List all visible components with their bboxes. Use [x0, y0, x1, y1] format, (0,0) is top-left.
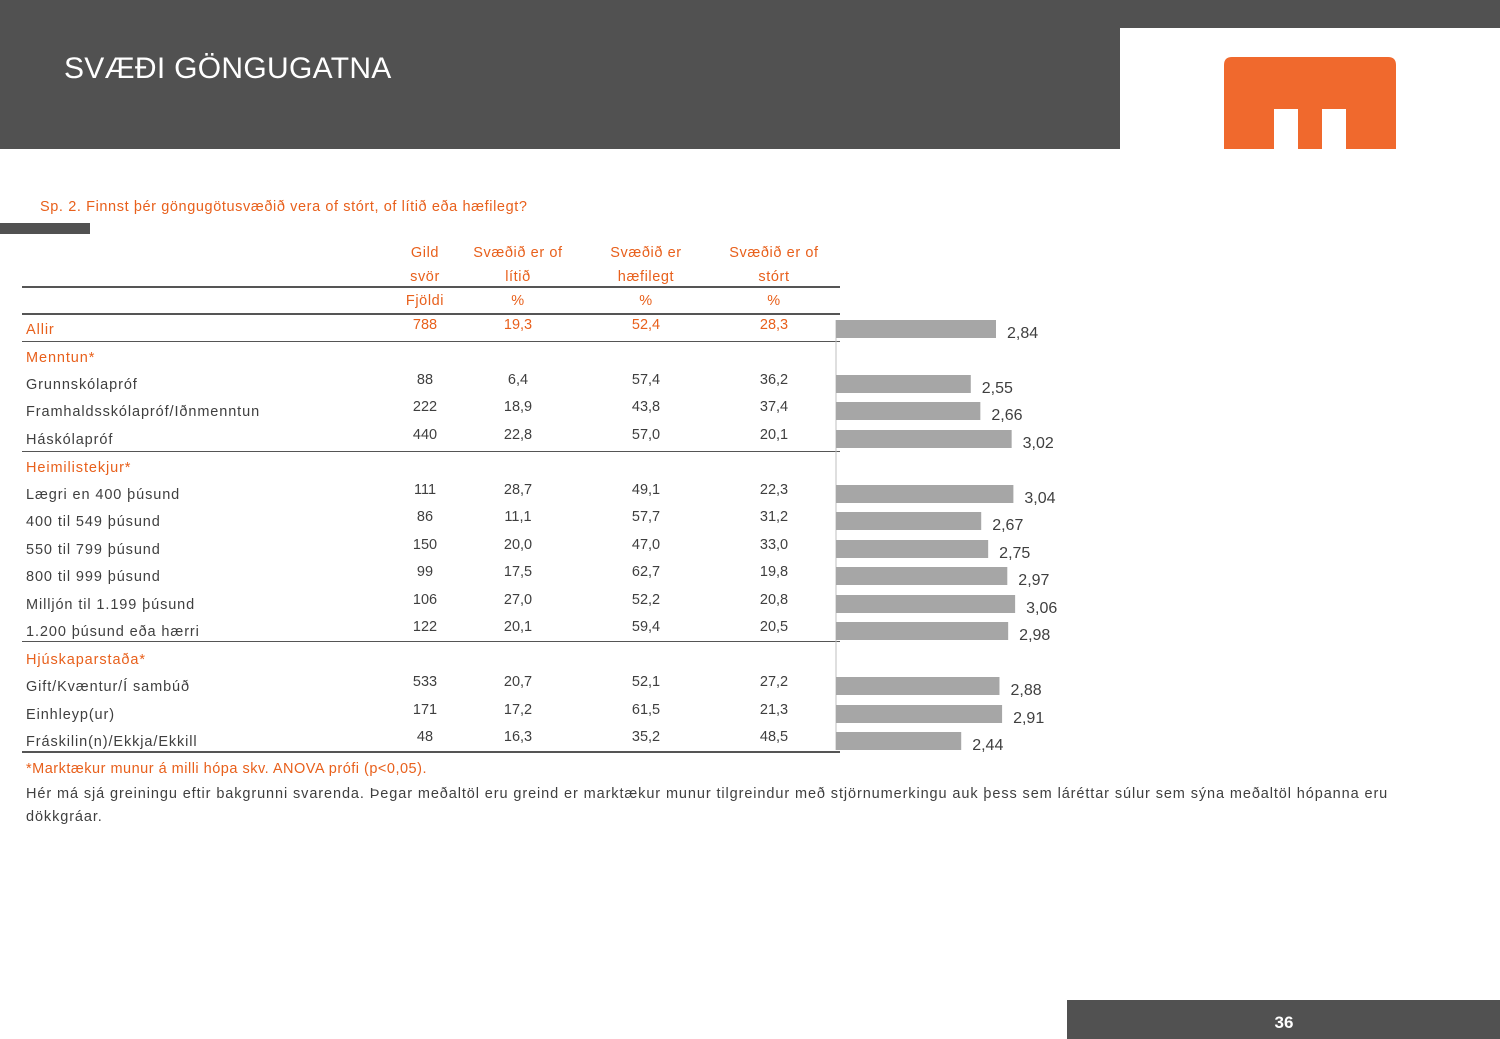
cell-litid: 16,3 — [503, 729, 533, 745]
bar-value-label: 2,98 — [1019, 627, 1051, 644]
cell-stort: 22,3 — [759, 482, 789, 498]
header-top-rule — [22, 286, 840, 288]
cell-haefilegt: 62,7 — [631, 564, 661, 580]
col-header-stort — [714, 241, 834, 289]
cell-n: 788 — [412, 317, 438, 333]
row-label: 1.200 þúsund eða hærri — [26, 624, 200, 640]
bar-value-label: 2,55 — [981, 380, 1013, 397]
rule-after-allir — [22, 341, 840, 342]
cell-litid: 6,4 — [507, 372, 529, 388]
bar — [836, 622, 1008, 640]
unit-haefilegt: % — [639, 293, 653, 309]
bar — [836, 375, 971, 393]
cell-stort: 27,2 — [759, 674, 789, 690]
bar-value-label: 2,67 — [992, 517, 1024, 534]
row-label: Háskólapróf — [26, 432, 114, 448]
unit-stort: % — [767, 293, 781, 309]
col-header-haefilegt — [586, 241, 706, 289]
cell-stort: 37,4 — [759, 399, 789, 415]
bar-value-label: 2,75 — [999, 545, 1031, 562]
bar-value-label: 2,44 — [972, 737, 1004, 754]
header-bottom-rule — [22, 313, 840, 315]
cell-haefilegt: 57,4 — [631, 372, 661, 388]
col-header-haefilegt-line2: hæfilegt — [617, 269, 675, 285]
logo-icon — [1224, 57, 1396, 149]
cell-n: 48 — [416, 729, 434, 745]
header-strip — [1120, 0, 1500, 28]
unit-litid: % — [511, 293, 525, 309]
cell-n: 222 — [412, 399, 438, 415]
group-header: Hjúskaparstaða* — [26, 652, 146, 668]
bar-value-label: 2,97 — [1018, 572, 1050, 589]
question-marker — [0, 223, 90, 234]
group-header: Menntun* — [26, 350, 96, 366]
footnote-description: Hér má sjá greiningu eftir bakgrunni svarenda. Þegar meðaltöl eru greind er marktækur munur tilgreindur með stjörnumerkingu auk þess sem láréttar súlur sem sýna meðaltöl hópanna eru dökkgráar. — [26, 786, 1389, 825]
cell-stort: 48,5 — [759, 729, 789, 745]
bar-value-label: 2,84 — [1007, 325, 1039, 342]
bar-value-label: 3,04 — [1024, 490, 1056, 507]
bar-value-label: 3,02 — [1022, 435, 1054, 452]
bar — [836, 540, 988, 558]
cell-stort: 28,3 — [759, 317, 789, 333]
row-label: Fráskilin(n)/Ekkja/Ekkill — [26, 734, 198, 750]
col-header-stort-line1: Svæðið er of — [729, 245, 819, 261]
col-header-litid-line1: Svæðið er of — [473, 245, 563, 261]
cell-n: 122 — [412, 619, 438, 635]
bar-value-label: 2,91 — [1013, 710, 1045, 727]
col-header-n — [395, 241, 455, 289]
cell-litid: 22,8 — [503, 427, 533, 443]
cell-n: 99 — [416, 564, 434, 580]
cell-stort: 33,0 — [759, 537, 789, 553]
row-label: Framhaldsskólapróf/Iðnmenntun — [26, 404, 261, 420]
cell-n: 106 — [412, 592, 438, 608]
cell-haefilegt: 49,1 — [631, 482, 661, 498]
cell-stort: 36,2 — [759, 372, 789, 388]
col-header-n-line2: svör — [410, 269, 440, 285]
cell-n: 171 — [412, 702, 438, 718]
col-header-stort-line2: stórt — [758, 269, 790, 285]
cell-n: 88 — [416, 372, 434, 388]
cell-n: 150 — [412, 537, 438, 553]
bar — [836, 512, 981, 530]
cell-stort: 21,3 — [759, 702, 789, 718]
bar-value-label: 2,88 — [1010, 682, 1042, 699]
col-header-n-line1: Gild — [410, 245, 440, 261]
cell-n: 111 — [413, 482, 437, 498]
bar — [836, 430, 1012, 448]
cell-litid: 20,0 — [503, 537, 533, 553]
cell-n: 86 — [416, 509, 434, 525]
cell-haefilegt: 57,0 — [631, 427, 661, 443]
cell-litid: 27,0 — [503, 592, 533, 608]
cell-litid: 17,5 — [503, 564, 533, 580]
row-label: Allir — [26, 322, 55, 338]
cell-n: 533 — [412, 674, 438, 690]
group-header: Heimilistekjur* — [26, 460, 132, 476]
col-header-haefilegt-line1: Svæðið er — [610, 245, 682, 261]
cell-haefilegt: 61,5 — [631, 702, 661, 718]
row-label: Lægri en 400 þúsund — [26, 487, 181, 503]
row-label: Einhleyp(ur) — [26, 707, 115, 723]
row-label: 800 til 999 þúsund — [26, 569, 161, 585]
bar-value-label: 3,06 — [1026, 600, 1058, 617]
unit-n: Fjöldi — [405, 293, 445, 309]
cell-n: 440 — [412, 427, 438, 443]
cell-haefilegt: 47,0 — [631, 537, 661, 553]
page-number: 36 — [1274, 1013, 1294, 1032]
bar — [836, 320, 996, 338]
bar — [836, 402, 980, 420]
bar — [836, 705, 1002, 723]
bar-value-label: 2,66 — [991, 407, 1023, 424]
cell-stort: 20,5 — [759, 619, 789, 635]
rule-after-tekjur — [22, 641, 840, 642]
col-header-litid — [458, 241, 578, 289]
cell-haefilegt: 52,2 — [631, 592, 661, 608]
footnote-significance: *Marktækur munur á milli hópa skv. ANOVA prófi (p<0,05). — [26, 761, 427, 777]
cell-litid: 17,2 — [503, 702, 533, 718]
bar — [836, 732, 961, 750]
page-title: SVÆÐI GÖNGUGATNA — [64, 52, 392, 85]
rule-after-menntun — [22, 451, 840, 452]
bar-chart — [830, 300, 1130, 770]
cell-litid: 28,7 — [503, 482, 533, 498]
row-label: 400 til 549 þúsund — [26, 514, 161, 530]
cell-stort: 20,1 — [759, 427, 789, 443]
row-label: Milljón til 1.199 þúsund — [26, 597, 196, 613]
bar — [836, 677, 999, 695]
cell-litid: 11,1 — [504, 509, 532, 525]
col-header-litid-line2: lítið — [505, 269, 531, 285]
table-bottom-rule — [22, 751, 840, 753]
cell-litid: 19,3 — [503, 317, 533, 333]
cell-haefilegt: 52,4 — [631, 317, 661, 333]
cell-haefilegt: 43,8 — [631, 399, 661, 415]
row-label: Gift/Kvæntur/Í sambúð — [26, 679, 190, 695]
bar — [836, 567, 1007, 585]
cell-litid: 18,9 — [503, 399, 533, 415]
cell-haefilegt: 59,4 — [631, 619, 661, 635]
cell-haefilegt: 57,7 — [631, 509, 661, 525]
cell-stort: 20,8 — [759, 592, 789, 608]
cell-haefilegt: 52,1 — [631, 674, 661, 690]
bar — [836, 485, 1013, 503]
row-label: Grunnskólapróf — [26, 377, 138, 393]
row-label: 550 til 799 þúsund — [26, 542, 161, 558]
cell-litid: 20,1 — [503, 619, 533, 635]
cell-stort: 19,8 — [759, 564, 789, 580]
cell-litid: 20,7 — [503, 674, 533, 690]
cell-stort: 31,2 — [759, 509, 789, 525]
question-text: Sp. 2. Finnst þér göngugötusvæðið vera of stórt, of lítið eða hæfilegt? — [40, 199, 528, 215]
cell-haefilegt: 35,2 — [631, 729, 661, 745]
bar — [836, 595, 1015, 613]
